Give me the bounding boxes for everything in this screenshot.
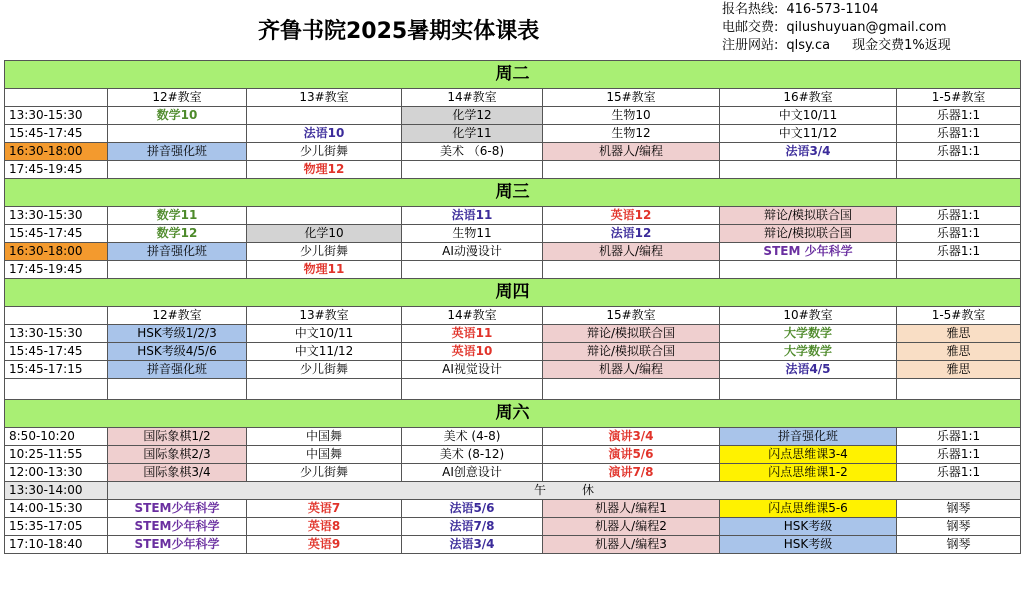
class-cell: 化学10 [247, 225, 402, 243]
class-cell: 中国舞 [247, 446, 402, 464]
class-cell: 乐器1:1 [897, 207, 1021, 225]
contact-website [722, 37, 951, 55]
class-cell: 乐器1:1 [897, 125, 1021, 143]
website-link[interactable]: qlsy.ca [786, 38, 831, 53]
lunch-break: 午 休 [108, 482, 1021, 500]
class-cell: HSK考级4/5/6 [108, 343, 247, 361]
time-slot: 16:30-18:00 [5, 243, 108, 261]
schedule-row [5, 325, 1021, 343]
class-cell: 乐器1:1 [897, 428, 1021, 446]
contact-label: 注册网站: [722, 38, 779, 53]
class-cell: 雅思 [897, 343, 1021, 361]
class-cell: 生物12 [543, 125, 720, 143]
day-header-row [5, 179, 1021, 207]
class-cell: 法语4/5 [720, 361, 897, 379]
class-cell [543, 161, 720, 179]
class-cell [720, 379, 897, 400]
class-cell [108, 379, 247, 400]
class-cell: 雅思 [897, 361, 1021, 379]
room-label: 13#教室 [247, 307, 402, 325]
day-header: 周四 [5, 279, 1021, 307]
schedule-row [5, 107, 1021, 125]
time-slot: 13:30-15:30 [5, 325, 108, 343]
time-slot [5, 379, 108, 400]
schedule-table [4, 60, 1021, 554]
class-cell: 拼音强化班 [108, 243, 247, 261]
room-label: 12#教室 [108, 89, 247, 107]
time-slot: 15:45-17:45 [5, 343, 108, 361]
class-cell: 乐器1:1 [897, 446, 1021, 464]
class-cell: 法语5/6 [402, 500, 543, 518]
class-cell [543, 261, 720, 279]
schedule-row [5, 379, 1021, 400]
class-cell: 国际象棋1/2 [108, 428, 247, 446]
class-cell: 拼音强化班 [108, 143, 247, 161]
contact-hotline [722, 1, 951, 19]
room-label [5, 307, 108, 325]
schedule-row [5, 446, 1021, 464]
class-cell: AI视觉设计 [402, 361, 543, 379]
time-slot: 17:10-18:40 [5, 536, 108, 554]
day-header: 周二 [5, 61, 1021, 89]
schedule-row [5, 482, 1021, 500]
class-cell: 大学数学 [720, 325, 897, 343]
time-slot: 15:45-17:15 [5, 361, 108, 379]
day-header: 周三 [5, 179, 1021, 207]
time-slot: 13:30-15:30 [5, 107, 108, 125]
class-cell: 乐器1:1 [897, 464, 1021, 482]
contact-block [722, 1, 951, 55]
class-cell: 机器人/编程 [543, 243, 720, 261]
class-cell: STEM少年科学 [108, 518, 247, 536]
class-cell: 演讲3/4 [543, 428, 720, 446]
class-cell: 国际象棋3/4 [108, 464, 247, 482]
class-cell: 少儿街舞 [247, 361, 402, 379]
class-cell: 机器人/编程 [543, 361, 720, 379]
class-cell: 法语12 [543, 225, 720, 243]
class-cell [897, 379, 1021, 400]
room-label: 10#教室 [720, 307, 897, 325]
time-slot: 17:45-19:45 [5, 161, 108, 179]
class-cell: 乐器1:1 [897, 107, 1021, 125]
class-cell: 美术 （6-8) [402, 143, 543, 161]
class-cell: 钢琴 [897, 536, 1021, 554]
class-cell: 机器人/编程1 [543, 500, 720, 518]
class-cell: 物理12 [247, 161, 402, 179]
room-label [5, 89, 108, 107]
class-cell: AI动漫设计 [402, 243, 543, 261]
class-cell: 英语11 [402, 325, 543, 343]
class-cell: 大学数学 [720, 343, 897, 361]
class-cell [402, 261, 543, 279]
class-cell: 辩论/模拟联合国 [543, 343, 720, 361]
schedule-title: 齐鲁书院2025暑期实体课表 [258, 19, 540, 44]
class-cell: 拼音强化班 [108, 361, 247, 379]
day-header-row [5, 279, 1021, 307]
room-label: 15#教室 [543, 89, 720, 107]
class-cell: 少儿街舞 [247, 243, 402, 261]
class-cell: 中文11/12 [247, 343, 402, 361]
class-cell: 英语9 [247, 536, 402, 554]
schedule-row [5, 500, 1021, 518]
time-slot: 16:30-18:00 [5, 143, 108, 161]
class-cell: 少儿街舞 [247, 143, 402, 161]
schedule-row [5, 343, 1021, 361]
class-cell: HSK考级 [720, 518, 897, 536]
class-cell: 辩论/模拟联合国 [543, 325, 720, 343]
class-cell [247, 207, 402, 225]
schedule-row [5, 243, 1021, 261]
class-cell: 国际象棋2/3 [108, 446, 247, 464]
class-cell: 中文10/11 [247, 325, 402, 343]
class-cell [897, 261, 1021, 279]
class-cell: 生物10 [543, 107, 720, 125]
schedule-row [5, 207, 1021, 225]
room-header-row [5, 307, 1021, 325]
class-cell: 数学12 [108, 225, 247, 243]
class-cell [720, 161, 897, 179]
class-cell: 数学11 [108, 207, 247, 225]
class-cell: 机器人/编程3 [543, 536, 720, 554]
class-cell: 拼音强化班 [720, 428, 897, 446]
class-cell: 数学10 [108, 107, 247, 125]
room-label: 1-5#教室 [897, 89, 1021, 107]
class-cell: 机器人/编程 [543, 143, 720, 161]
schedule-row [5, 518, 1021, 536]
schedule-row [5, 361, 1021, 379]
room-label: 14#教室 [402, 307, 543, 325]
room-header-row [5, 89, 1021, 107]
schedule-row [5, 161, 1021, 179]
class-cell [247, 107, 402, 125]
class-cell: 英语10 [402, 343, 543, 361]
schedule-row [5, 428, 1021, 446]
class-cell: 乐器1:1 [897, 143, 1021, 161]
time-slot: 15:45-17:45 [5, 125, 108, 143]
room-label: 14#教室 [402, 89, 543, 107]
class-cell: 钢琴 [897, 500, 1021, 518]
class-cell [402, 379, 543, 400]
class-cell: 闪点思维课5-6 [720, 500, 897, 518]
time-slot: 10:25-11:55 [5, 446, 108, 464]
class-cell: 英语7 [247, 500, 402, 518]
room-label: 12#教室 [108, 307, 247, 325]
class-cell: 中文11/12 [720, 125, 897, 143]
time-slot: 13:30-14:00 [5, 482, 108, 500]
time-slot: 17:45-19:45 [5, 261, 108, 279]
class-cell: 法语3/4 [720, 143, 897, 161]
time-slot: 8:50-10:20 [5, 428, 108, 446]
class-cell: 生物11 [402, 225, 543, 243]
schedule-row [5, 143, 1021, 161]
class-cell: STEM少年科学 [108, 536, 247, 554]
class-cell: 物理11 [247, 261, 402, 279]
schedule-row [5, 225, 1021, 243]
schedule-row [5, 464, 1021, 482]
class-cell: HSK考级 [720, 536, 897, 554]
class-cell: 辩论/模拟联合国 [720, 225, 897, 243]
room-label: 15#教室 [543, 307, 720, 325]
time-slot: 13:30-15:30 [5, 207, 108, 225]
class-cell: 乐器1:1 [897, 243, 1021, 261]
schedule-row [5, 536, 1021, 554]
class-cell [402, 161, 543, 179]
class-cell: 演讲5/6 [543, 446, 720, 464]
room-label: 16#教室 [720, 89, 897, 107]
class-cell [108, 125, 247, 143]
class-cell: 英语12 [543, 207, 720, 225]
class-cell: 少儿街舞 [247, 464, 402, 482]
time-slot: 14:00-15:30 [5, 500, 108, 518]
day-header: 周六 [5, 400, 1021, 428]
class-cell: 英语8 [247, 518, 402, 536]
class-cell: 法语3/4 [402, 536, 543, 554]
class-cell: 化学12 [402, 107, 543, 125]
class-cell: 法语11 [402, 207, 543, 225]
cash-discount-note: 现金交费1%返现 [852, 38, 951, 53]
time-slot: 12:00-13:30 [5, 464, 108, 482]
class-cell: 辩论/模拟联合国 [720, 207, 897, 225]
time-slot: 15:35-17:05 [5, 518, 108, 536]
class-cell: 钢琴 [897, 518, 1021, 536]
class-cell: AI创意设计 [402, 464, 543, 482]
class-cell [247, 379, 402, 400]
class-cell: 法语7/8 [402, 518, 543, 536]
class-cell: STEM少年科学 [108, 500, 247, 518]
class-cell [720, 261, 897, 279]
time-slot: 15:45-17:45 [5, 225, 108, 243]
class-cell: 闪点思维课1-2 [720, 464, 897, 482]
class-cell: 化学11 [402, 125, 543, 143]
class-cell: STEM 少年科学 [720, 243, 897, 261]
contact-email [722, 19, 951, 37]
day-header-row [5, 400, 1021, 428]
phone-number[interactable]: 416-573-1104 [786, 2, 879, 17]
class-cell [543, 379, 720, 400]
class-cell: 机器人/编程2 [543, 518, 720, 536]
class-cell: HSK考级1/2/3 [108, 325, 247, 343]
schedule-row [5, 125, 1021, 143]
contact-label: 报名热线: [722, 2, 779, 17]
class-cell [108, 261, 247, 279]
class-cell [108, 161, 247, 179]
schedule-row [5, 261, 1021, 279]
room-label: 13#教室 [247, 89, 402, 107]
class-cell: 美术 (4-8) [402, 428, 543, 446]
email-address[interactable]: qilushuyuan@gmail.com [786, 20, 947, 35]
class-cell: 美术 (8-12) [402, 446, 543, 464]
contact-label: 电邮交费: [722, 20, 779, 35]
class-cell: 中国舞 [247, 428, 402, 446]
class-cell: 演讲7/8 [543, 464, 720, 482]
class-cell: 雅思 [897, 325, 1021, 343]
room-label: 1-5#教室 [897, 307, 1021, 325]
class-cell [897, 161, 1021, 179]
class-cell: 乐器1:1 [897, 225, 1021, 243]
class-cell: 中文10/11 [720, 107, 897, 125]
class-cell: 法语10 [247, 125, 402, 143]
day-header-row [5, 61, 1021, 89]
class-cell: 闪点思维课3-4 [720, 446, 897, 464]
